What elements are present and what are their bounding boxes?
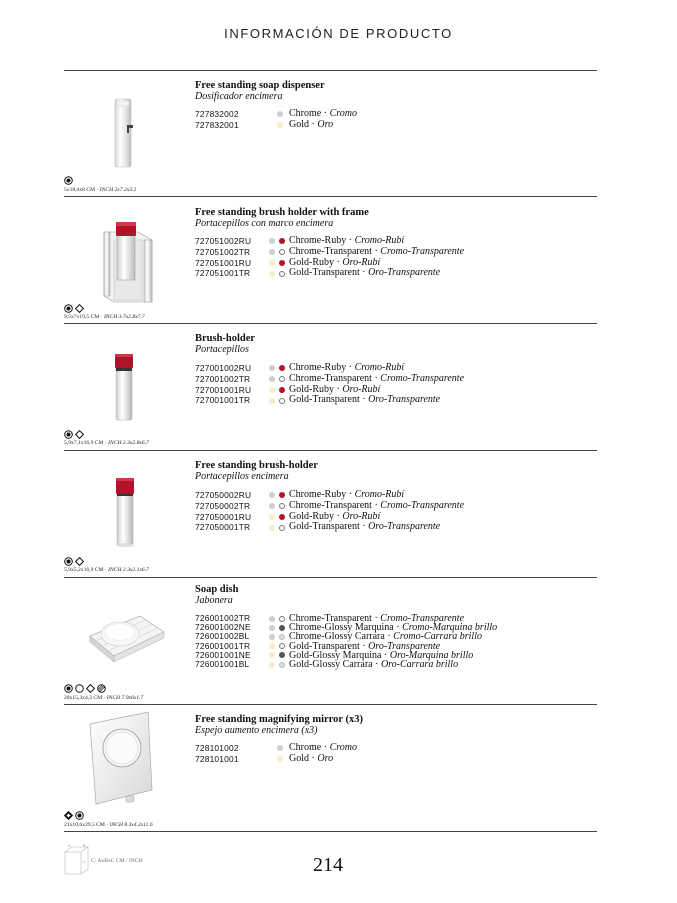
product-code: 727051001RU: [195, 257, 252, 268]
dimension-legend: C: AxBxC CM / INCH: [91, 858, 143, 864]
variant-row: [195, 247, 595, 258]
brush-holder-frame-image: [100, 218, 156, 304]
product-code: 726001001TR: [195, 640, 251, 651]
variant-row: [195, 120, 595, 131]
diamond-icon: [75, 430, 84, 439]
cube-label-b: B: [83, 843, 86, 848]
dimensions: 5,9x7,1x16,9 CM · INCH 2.3x2.8x6.7: [64, 440, 149, 446]
section-divider: [64, 196, 597, 197]
product-code: 726001001BL: [195, 658, 250, 669]
variant-row: [195, 522, 595, 533]
product-code: 727051001TR: [195, 268, 251, 279]
product-code: 727001001TR: [195, 395, 251, 406]
page-title: INFORMACIÓN DE PRODUCTO: [224, 26, 453, 41]
product-subtitle: Portacepillos con marco encimera: [195, 218, 334, 229]
transparent-swatch-icon: [279, 525, 285, 531]
chrome-swatch-icon: [277, 745, 283, 751]
product-code: 727050001TR: [195, 522, 251, 533]
product-subtitle: Portacepillos encimera: [195, 471, 289, 482]
finish-label: Gold-Transparent · Oro-Transparente: [289, 267, 441, 279]
circle-icon: [75, 684, 84, 693]
carrara-swatch-icon: [279, 634, 285, 640]
product-code: 726001002TR: [195, 613, 251, 623]
free-standing-brush-holder-image: [112, 476, 138, 548]
hatched-circle-icon: [97, 684, 106, 693]
chrome-swatch-icon: [269, 616, 275, 622]
variant-list: [195, 614, 595, 669]
ruby-swatch-icon: [279, 238, 285, 244]
product-title: Free standing brush holder with frame: [195, 207, 369, 218]
finish-label: Gold · Oro: [289, 118, 334, 130]
variant-row: [195, 743, 595, 754]
variant-row: [195, 754, 595, 765]
gold-swatch-icon: [269, 525, 275, 531]
product-code: 727001001RU: [195, 384, 252, 395]
variant-row: [195, 268, 595, 279]
transparent-swatch-icon: [279, 271, 285, 277]
gold-swatch-icon: [269, 398, 275, 404]
ruby-swatch-icon: [279, 514, 285, 520]
variant-list: [195, 363, 595, 406]
dimensions: 9,5x7x19,5 CM · INCH 3.7x2.8x7.7: [64, 314, 145, 320]
brush-holder-image: [112, 352, 136, 422]
finish-label: Chrome-Glossy Carrara · Cromo-Carrara brillo: [289, 631, 482, 643]
gold-swatch-icon: [277, 122, 283, 128]
finish-label: Chrome-Transparent · Cromo-Transparente: [289, 499, 465, 511]
gold-swatch-icon: [269, 652, 275, 658]
finish-label: Gold-Transparent · Oro-Transparente: [289, 521, 441, 533]
icon-row: [64, 304, 84, 313]
icon-row: [64, 811, 84, 820]
transparent-swatch-icon: [279, 616, 285, 622]
finish-label: Chrome-Glossy Marquina · Cromo-Marquina brillo: [289, 622, 498, 634]
product-title: Brush-holder: [195, 333, 256, 344]
icon-row: [64, 557, 84, 566]
dimensions: 21x10,6x29,5 CM · INCH 8.3x4.2x11.6: [64, 822, 153, 828]
product-subtitle: Espejo aumento encimera (x3): [195, 725, 318, 736]
variant-row: [195, 501, 595, 512]
transparent-swatch-icon: [279, 643, 285, 649]
section-divider: [64, 70, 597, 71]
chrome-swatch-icon: [269, 376, 275, 382]
transparent-swatch-icon: [279, 376, 285, 382]
soap-dispenser-image: [108, 97, 138, 169]
page-number: 214: [313, 854, 343, 876]
marquina-swatch-icon: [279, 625, 285, 631]
chrome-swatch-icon: [277, 111, 283, 117]
product-code: 727051002TR: [195, 246, 251, 257]
variant-row: [195, 395, 595, 406]
diamond-icon: [75, 557, 84, 566]
dimensions: 5x18,4x8 CM · INCH 2x7.2x3.2: [64, 187, 137, 193]
product-code: 728101002: [195, 743, 239, 753]
finish-label: Gold-Ruby · Oro-Rubí: [289, 256, 381, 268]
diamond-icon: [75, 304, 84, 313]
product-subtitle: Dosificador encimera: [195, 91, 283, 102]
chrome-swatch-icon: [269, 625, 275, 631]
variant-list: [195, 109, 595, 131]
gold-swatch-icon: [269, 643, 275, 649]
product-title: Free standing brush-holder: [195, 460, 318, 471]
finish-label: Chrome-Transparent · Cromo-Transparente: [289, 372, 465, 384]
finish-label: Gold-Glossy Marquina · Oro-Marquina brillo: [289, 649, 474, 661]
finish-label: Chrome-Ruby · Cromo-Rubí: [289, 362, 405, 373]
product-title: Free standing magnifying mirror (x3): [195, 714, 363, 725]
product-code: 727001002TR: [195, 373, 251, 384]
icon-row: [64, 430, 84, 439]
circle-dot-icon: [64, 430, 73, 439]
variant-row: [195, 374, 595, 385]
product-code: 728101001: [195, 753, 239, 764]
circle-dot-icon: [64, 557, 73, 566]
product-title: Soap dish: [195, 584, 239, 595]
diamond-icon: [64, 811, 73, 820]
section-divider: [64, 577, 597, 578]
product-code: 726001002NE: [195, 622, 251, 633]
finish-label: Chrome-Ruby · Cromo-Rubí: [289, 489, 405, 500]
section-divider: [64, 831, 597, 832]
product-code: 726001002BL: [195, 631, 250, 642]
dimensions: 5,9x5,2x16,9 CM · INCH 2.3x2.1x6.7: [64, 567, 149, 573]
variant-list: [195, 743, 595, 765]
gold-swatch-icon: [269, 387, 275, 393]
icon-row: [64, 684, 106, 693]
ruby-swatch-icon: [279, 492, 285, 498]
section-divider: [64, 323, 597, 324]
chrome-swatch-icon: [269, 249, 275, 255]
gold-swatch-icon: [269, 514, 275, 520]
gold-swatch-icon: [269, 271, 275, 277]
finish-label: Gold-Transparent · Oro-Transparente: [289, 640, 441, 652]
section-divider: [64, 704, 597, 705]
circle-dot-icon: [64, 684, 73, 693]
cube-label-c: C: [83, 859, 86, 864]
product-code: 727050002RU: [195, 490, 252, 500]
gold-swatch-icon: [269, 260, 275, 266]
carrara-swatch-icon: [279, 662, 285, 668]
legend-c-label: C: [91, 858, 95, 864]
finish-label: Gold-Ruby · Oro-Rubí: [289, 510, 381, 522]
chrome-swatch-icon: [269, 238, 275, 244]
transparent-swatch-icon: [279, 249, 285, 255]
finish-label: Chrome · Cromo: [289, 108, 357, 119]
finish-label: Chrome · Cromo: [289, 742, 357, 753]
product-code: 726001001NE: [195, 649, 251, 660]
product-code: 727832002: [195, 109, 239, 119]
dimensions: 20x15,3x4,3 CM · INCH 7.9x6x1.7: [64, 695, 144, 701]
product-code: 727050001RU: [195, 511, 252, 522]
icon-row: [64, 176, 73, 185]
chrome-swatch-icon: [269, 492, 275, 498]
transparent-swatch-icon: [279, 398, 285, 404]
section-divider: [64, 450, 597, 451]
finish-label: Chrome-Transparent · Cromo-Transparente: [289, 245, 465, 257]
finish-label: Gold · Oro: [289, 752, 334, 764]
gold-swatch-icon: [269, 662, 275, 668]
dimension-cube-icon: [64, 843, 90, 877]
marquina-swatch-icon: [279, 652, 285, 658]
finish-label: Gold-Transparent · Oro-Transparente: [289, 394, 441, 406]
cube-label-a: A: [68, 843, 71, 848]
transparent-swatch-icon: [279, 503, 285, 509]
circle-dot-icon: [64, 304, 73, 313]
variant-list: [195, 490, 595, 533]
finish-label: Chrome-Transparent · Cromo-Transparente: [289, 613, 465, 624]
magnifying-mirror-image: [86, 710, 162, 808]
variant-row: [195, 660, 595, 669]
finish-label: Gold-Glossy Carrara · Oro-Carrara brillo: [289, 658, 459, 670]
variant-list: [195, 236, 595, 279]
ruby-swatch-icon: [279, 260, 285, 266]
circle-dot-icon: [75, 811, 84, 820]
finish-label: Gold-Ruby · Oro-Rubí: [289, 383, 381, 395]
chrome-swatch-icon: [269, 503, 275, 509]
chrome-swatch-icon: [269, 634, 275, 640]
diamond-icon: [86, 684, 95, 693]
product-subtitle: Jabonera: [195, 595, 233, 606]
gold-swatch-icon: [277, 756, 283, 762]
chrome-swatch-icon: [269, 365, 275, 371]
product-code: 727051002RU: [195, 236, 252, 246]
product-code: 727050002TR: [195, 500, 251, 511]
soap-dish-image: [84, 610, 168, 666]
circle-dot-icon: [64, 176, 73, 185]
ruby-swatch-icon: [279, 387, 285, 393]
ruby-swatch-icon: [279, 365, 285, 371]
product-title: Free standing soap dispenser: [195, 80, 325, 91]
product-code: 727832001: [195, 119, 239, 130]
legend-text: AxBxC CM / INCH: [97, 858, 143, 864]
product-code: 727001002RU: [195, 363, 252, 373]
product-subtitle: Portacepillos: [195, 344, 249, 355]
variant-row: [195, 109, 595, 120]
finish-label: Chrome-Ruby · Cromo-Rubí: [289, 235, 405, 246]
